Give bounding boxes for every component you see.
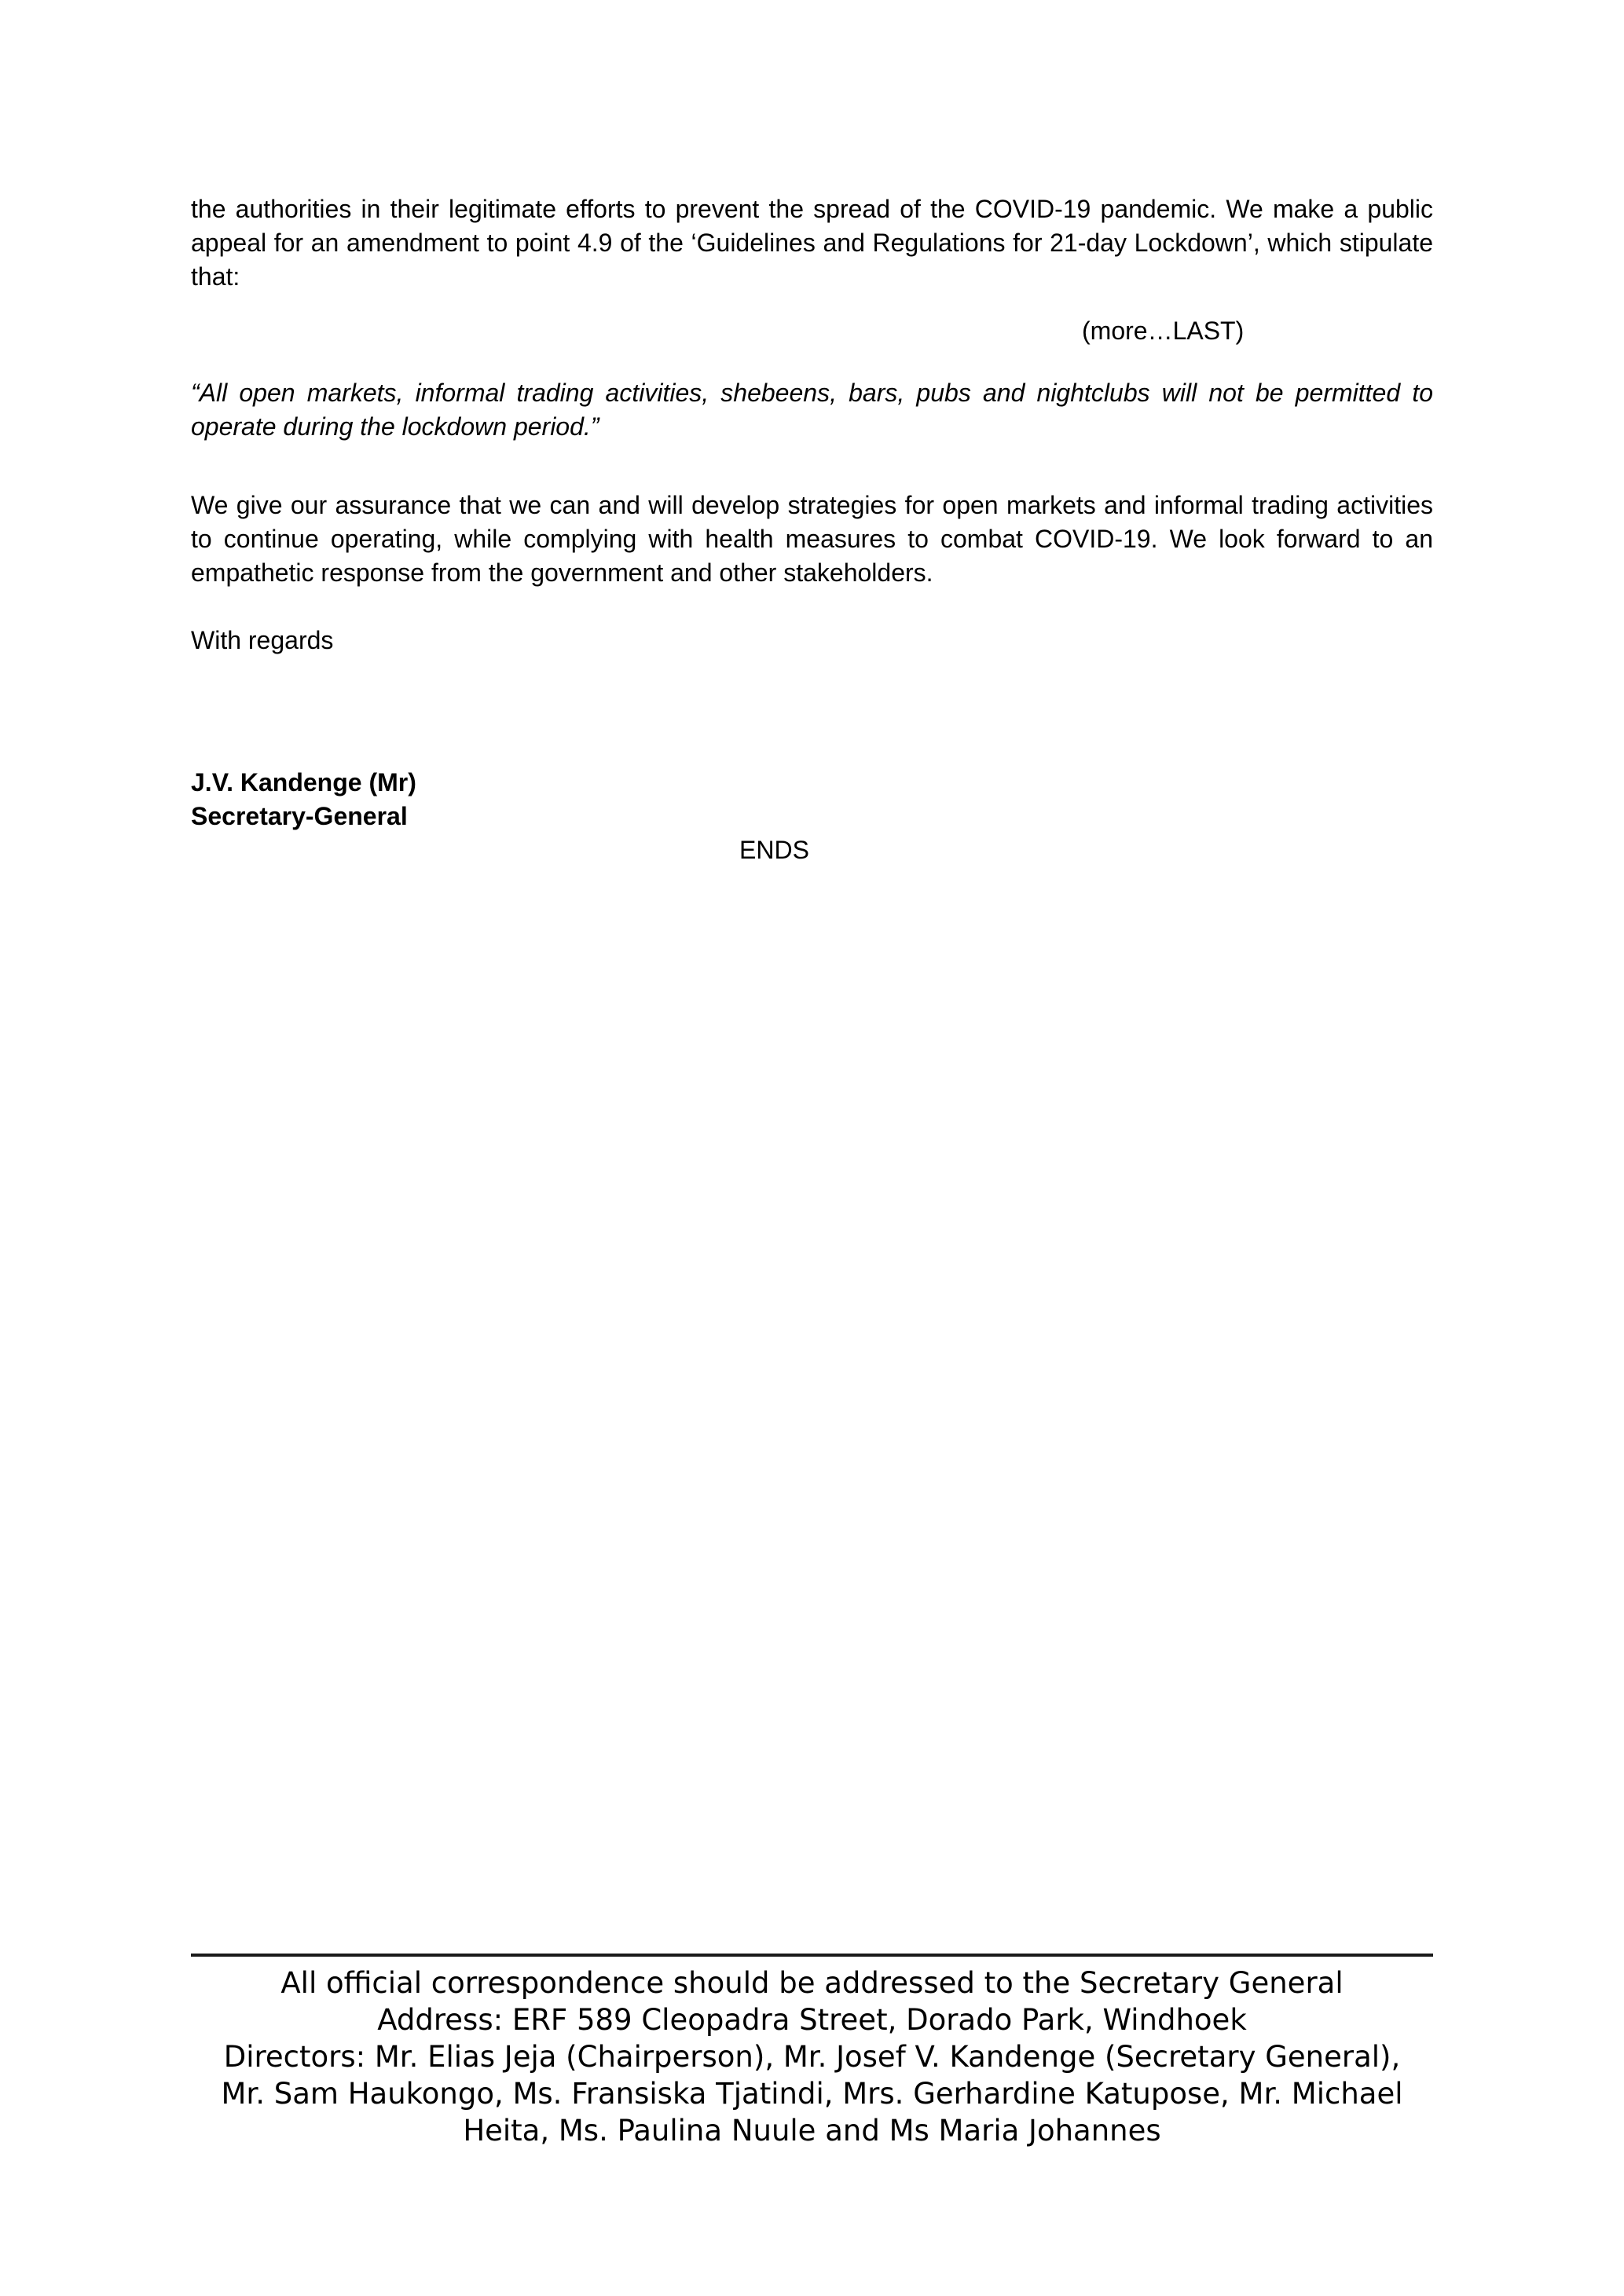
footer-correspondence-note: All official correspondence should be addressed to the Secretary General bbox=[280, 1966, 1344, 2000]
more-last-marker: (more…LAST) bbox=[1082, 317, 1245, 345]
signature-title: Secretary-General bbox=[191, 802, 408, 830]
quoted-regulation: “All open markets, informal trading activities, shebeens, bars, pubs and nightclubs will not be permitted to operate during the lockdown period.” bbox=[191, 379, 1433, 441]
letter-body bbox=[191, 0, 1433, 867]
footer-directors-line-3: Heita, Ms. Paulina Nuule and Ms Maria Johannes bbox=[463, 2114, 1161, 2148]
paragraph-appeal: the authorities in their legitimate efforts to prevent the spread of the COVID-19 pandemic. We make a public appeal for an amendment to point 4.9 of the ‘Guidelines and Regulations for 21-day Lockdown’, which stipulate that: bbox=[191, 195, 1433, 291]
footer-directors-line-1: Directors: Mr. Elias Jeja (Chairperson), Mr. Josef V. Kandenge (Secretary General), bbox=[223, 2040, 1401, 2074]
letterhead-footer bbox=[191, 1954, 1433, 2149]
closing-salutation: With regards bbox=[191, 626, 334, 654]
footer-address: Address: ERF 589 Cleopadra Street, Dorado Park, Windhoek bbox=[377, 2003, 1247, 2037]
footer-directors-line-2: Mr. Sam Haukongo, Ms. Fransiska Tjatindi, Mrs. Gerhardine Katupose, Mr. Michael bbox=[221, 2077, 1403, 2111]
ends-marker-line bbox=[191, 833, 1433, 867]
paragraph-assurance: We give our assurance that we can and will develop strategies for open markets and informal trading activities to continue operating, while complying with health measures to combat COVID-19. We look forward to an empathetic response from the government and other stakeholders. bbox=[191, 491, 1433, 587]
ends-marker: ENDS bbox=[739, 836, 809, 864]
signature-name: J.V. Kandenge (Mr) bbox=[191, 768, 416, 796]
